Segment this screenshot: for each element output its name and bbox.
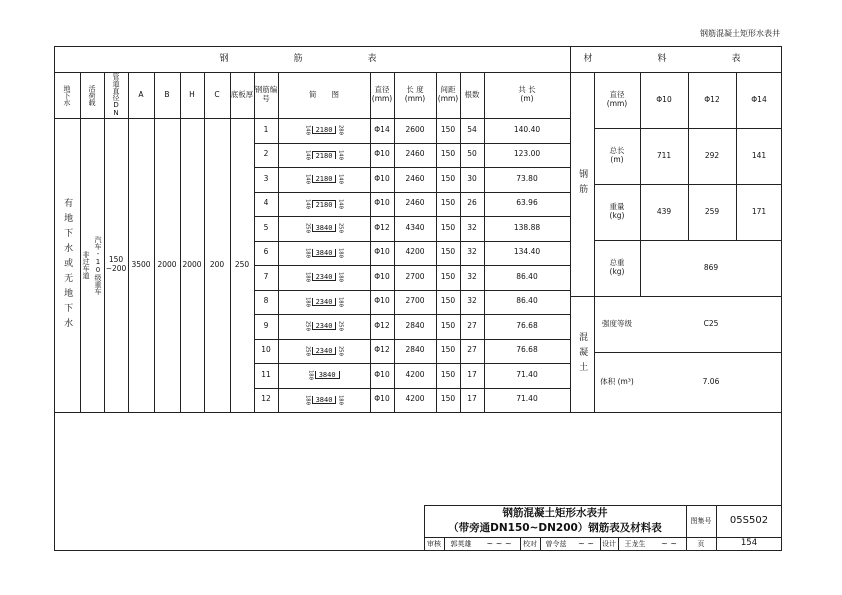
material-diameter-label: 直径 (mm) (606, 90, 628, 108)
drawing-title-line1: 钢筋混凝土矩形水表井 (502, 507, 608, 520)
bar-total-length: 76.68 (516, 345, 538, 355)
bar-length: 2460 (405, 173, 425, 183)
bar-shape-sketch (278, 388, 370, 413)
bar-shape-left-leg: 140 (304, 198, 311, 209)
bar-shape-right-leg: 280 (337, 125, 344, 136)
bar-total-length: 71.40 (516, 369, 538, 379)
header-base-thickness: 底板厚 (230, 89, 254, 99)
bar-number: 2 (263, 149, 269, 159)
bar-diameter: Φ12 (374, 345, 390, 355)
material-total-length-label: 总长 (m) (609, 146, 625, 164)
bar-total-length: 134.40 (513, 247, 541, 257)
bar-shape-middle-length: 2340 (312, 273, 337, 281)
header-a: A (138, 89, 144, 99)
bar-spacing: 150 (440, 222, 456, 232)
bar-shape-left-leg: 180 (307, 370, 314, 381)
bar-length: 2460 (405, 149, 425, 159)
page-number: 154 (740, 538, 758, 549)
bar-shape-right-leg: 140 (337, 149, 344, 160)
material-volume-label: 体积 (m³) (600, 376, 634, 386)
check-label: 校对 (523, 539, 537, 548)
material-diameter-value: Φ14 (751, 94, 767, 104)
bar-number: 1 (263, 124, 269, 134)
bar-number: 6 (263, 247, 269, 257)
material-concrete-label: 混凝土 (577, 331, 588, 377)
bar-shape-middle-length: 2180 (312, 151, 337, 159)
bar-shape-sketch (278, 167, 370, 192)
bar-spacing: 150 (440, 247, 456, 257)
bar-total-length: 63.96 (516, 198, 538, 208)
material-total-length-value: 141 (751, 150, 767, 160)
material-steel-label: 钢筋 (577, 169, 588, 199)
header-total-length: 共 长 (m) (518, 85, 536, 103)
bar-total-length: 86.40 (516, 271, 538, 281)
bar-total-length: 76.68 (516, 320, 538, 330)
bar-shape-middle-length: 3840 (312, 224, 337, 232)
bar-shape-right-leg: 250 (337, 321, 344, 332)
header-live-load: 活荷载 (88, 84, 97, 106)
bar-diameter: Φ12 (374, 222, 390, 232)
header-diameter: 直径 (mm) (371, 85, 393, 103)
bar-diameter: Φ12 (374, 320, 390, 330)
bar-shape-sketch (278, 143, 370, 168)
bar-diameter: Φ10 (374, 173, 390, 183)
bar-shape-middle-length: 2180 (312, 126, 337, 134)
checker-signature: ~ ~ (578, 539, 594, 549)
bar-spacing: 150 (440, 149, 456, 159)
a-value: 3500 (131, 259, 151, 269)
base-thickness-value: 250 (234, 259, 250, 269)
bar-total-length: 123.00 (513, 149, 541, 159)
bar-shape-middle-length: 2340 (312, 298, 337, 306)
bar-shape-left-leg: 180 (304, 247, 311, 258)
bar-count: 32 (467, 222, 477, 232)
bar-count: 17 (467, 369, 477, 379)
bar-count: 26 (467, 198, 477, 208)
bar-count: 17 (467, 394, 477, 404)
bar-total-length: 71.40 (516, 394, 538, 404)
bar-count: 32 (467, 247, 477, 257)
bar-shape-right-leg: 140 (337, 198, 344, 209)
bar-number: 5 (263, 222, 269, 232)
material-weight-label: 重量 (kg) (609, 202, 625, 220)
material-total-length-value: 292 (704, 150, 720, 160)
bar-number: 11 (261, 369, 271, 379)
pipe-diameter-value: 150 ~200 (105, 255, 127, 273)
bar-total-length: 86.40 (516, 296, 538, 306)
bar-diameter: Φ10 (374, 198, 390, 208)
bar-shape-right-leg: 180 (337, 272, 344, 283)
rebar-table-title: 钢 筋 表 (219, 53, 405, 64)
bar-shape-left-leg: 250 (304, 321, 311, 332)
material-grade-label: 强度等级 (602, 318, 632, 328)
reviewer-name: 郭英雄 (450, 539, 472, 548)
header-length: 长 度 (mm) (404, 85, 426, 103)
bar-shape-left-leg: 180 (304, 296, 311, 307)
h-value: 2000 (182, 259, 202, 269)
bar-shape-right-leg: 180 (337, 247, 344, 258)
bar-diameter: Φ10 (374, 247, 390, 257)
bar-shape-sketch (278, 241, 370, 266)
bar-length: 4200 (405, 369, 425, 379)
bar-shape-left-leg: 140 (304, 125, 311, 136)
bar-shape-middle-length: 2340 (312, 322, 337, 330)
atlas-label: 图集号 (690, 516, 712, 525)
concrete-grade-value: C25 (703, 318, 719, 328)
bar-number: 7 (263, 271, 269, 281)
header-b: B (164, 89, 170, 99)
material-weight-value: 439 (656, 206, 672, 216)
bar-diameter: Φ10 (374, 149, 390, 159)
bar-length: 4200 (405, 247, 425, 257)
checker-name: 曾令兹 (545, 539, 567, 548)
bar-total-length: 138.88 (513, 222, 541, 232)
bar-diameter: Φ10 (374, 394, 390, 404)
bar-spacing: 150 (440, 345, 456, 355)
bar-length: 4340 (405, 222, 425, 232)
bar-length: 2460 (405, 198, 425, 208)
bar-number: 9 (263, 320, 269, 330)
review-label: 审核 (427, 539, 441, 548)
material-diameter-value: Φ10 (656, 94, 672, 104)
bar-diameter: Φ14 (374, 124, 390, 134)
bar-shape-sketch (278, 314, 370, 339)
bar-diameter: Φ10 (374, 296, 390, 306)
bar-total-length: 73.80 (516, 173, 538, 183)
concrete-volume-value: 7.06 (702, 376, 720, 386)
bar-count: 32 (467, 271, 477, 281)
bar-count: 54 (467, 124, 477, 134)
bar-shape-sketch (278, 290, 370, 315)
bar-shape-middle-length: 2340 (312, 347, 337, 355)
b-value: 2000 (157, 259, 177, 269)
header-pipe-diameter: 管道直径DN (112, 73, 121, 117)
bar-shape-left-leg: 250 (304, 345, 311, 356)
bar-shape-right-leg: 250 (337, 223, 344, 234)
bar-count: 32 (467, 296, 477, 306)
material-total-length-value: 711 (656, 150, 672, 160)
bar-spacing: 150 (440, 124, 456, 134)
bar-spacing: 150 (440, 296, 456, 306)
bar-shape-left-leg: 180 (304, 272, 311, 283)
bar-shape-sketch (278, 118, 370, 143)
bar-total-length: 140.40 (513, 124, 541, 134)
bar-shape-sketch (278, 265, 370, 290)
header-c: C (214, 89, 220, 99)
bar-diameter: Φ10 (374, 271, 390, 281)
bar-shape-middle-length: 2180 (312, 175, 337, 183)
material-total-weight-label: 总重 (kg) (609, 258, 625, 276)
material-total-weight-value: 869 (703, 262, 719, 272)
bar-number: 8 (263, 296, 269, 306)
bar-count: 30 (467, 173, 477, 183)
bar-shape-right-leg: 180 (337, 394, 344, 405)
bar-spacing: 150 (440, 394, 456, 404)
bar-shape-sketch (278, 363, 370, 388)
bar-number: 10 (261, 345, 271, 355)
bar-count: 27 (467, 320, 477, 330)
designer-signature: ~ ~ (661, 539, 677, 549)
header-h: H (189, 89, 195, 99)
bar-shape-right-leg: 250 (337, 345, 344, 356)
material-table-title: 材 料 表 (583, 53, 769, 64)
bar-shape-sketch (278, 216, 370, 241)
bar-spacing: 150 (440, 173, 456, 183)
bar-shape-middle-length: 3840 (312, 249, 337, 257)
bar-shape-middle-length: 2180 (312, 200, 337, 208)
bar-shape-left-leg: 140 (304, 174, 311, 185)
header-bar-number: 钢筋编号 (254, 85, 278, 103)
groundwater-value: 有地下水或无地下水 (62, 197, 73, 333)
bar-shape-middle-length: 3840 (312, 396, 337, 404)
bar-spacing: 150 (440, 271, 456, 281)
bar-length: 2840 (405, 345, 425, 355)
bar-number: 12 (261, 394, 271, 404)
c-value: 200 (209, 259, 225, 269)
bar-length: 2600 (405, 124, 425, 134)
bar-shape-sketch (278, 339, 370, 364)
page-title: 钢筋混凝土矩形水表井 (700, 29, 780, 38)
bar-spacing: 150 (440, 369, 456, 379)
bar-number: 4 (263, 198, 269, 208)
header-shape: 简 图 (309, 89, 339, 99)
bar-length: 2700 (405, 296, 425, 306)
header-count: 根数 (464, 89, 480, 99)
designer-name: 王龙生 (624, 539, 646, 548)
bar-length: 2700 (405, 271, 425, 281)
bar-spacing: 150 (440, 320, 456, 330)
bar-spacing: 150 (440, 198, 456, 208)
header-spacing: 间距 (mm) (437, 85, 459, 103)
header-groundwater: 地下水 (63, 84, 72, 106)
bar-count: 27 (467, 345, 477, 355)
material-diameter-value: Φ12 (704, 94, 720, 104)
bar-shape-right-leg: 140 (337, 174, 344, 185)
bar-shape-left-leg: 250 (304, 223, 311, 234)
bar-diameter: Φ10 (374, 369, 390, 379)
bar-shape-left-leg: 140 (304, 149, 311, 160)
page-label: 页 (697, 539, 705, 548)
bar-length: 2840 (405, 320, 425, 330)
atlas-number: 05S502 (729, 515, 769, 527)
live-load-value-a: 非过车道 (82, 251, 91, 279)
drawing-title-line2: （带旁通DN150~DN200）钢筋表及材料表 (448, 522, 662, 535)
material-weight-value: 171 (751, 206, 767, 216)
design-label: 设计 (602, 539, 616, 548)
bar-shape-sketch (278, 192, 370, 217)
bar-shape-left-leg: 180 (304, 394, 311, 405)
bar-count: 50 (467, 149, 477, 159)
bar-length: 4200 (405, 394, 425, 404)
bar-shape-middle-length: 3840 (315, 371, 340, 379)
reviewer-signature: ~ ~ ~ (486, 539, 512, 549)
bar-shape-right-leg: 180 (337, 296, 344, 307)
material-weight-value: 259 (704, 206, 720, 216)
bar-number: 3 (263, 173, 269, 183)
live-load-value-b: 汽车-10级重车 (94, 235, 103, 295)
